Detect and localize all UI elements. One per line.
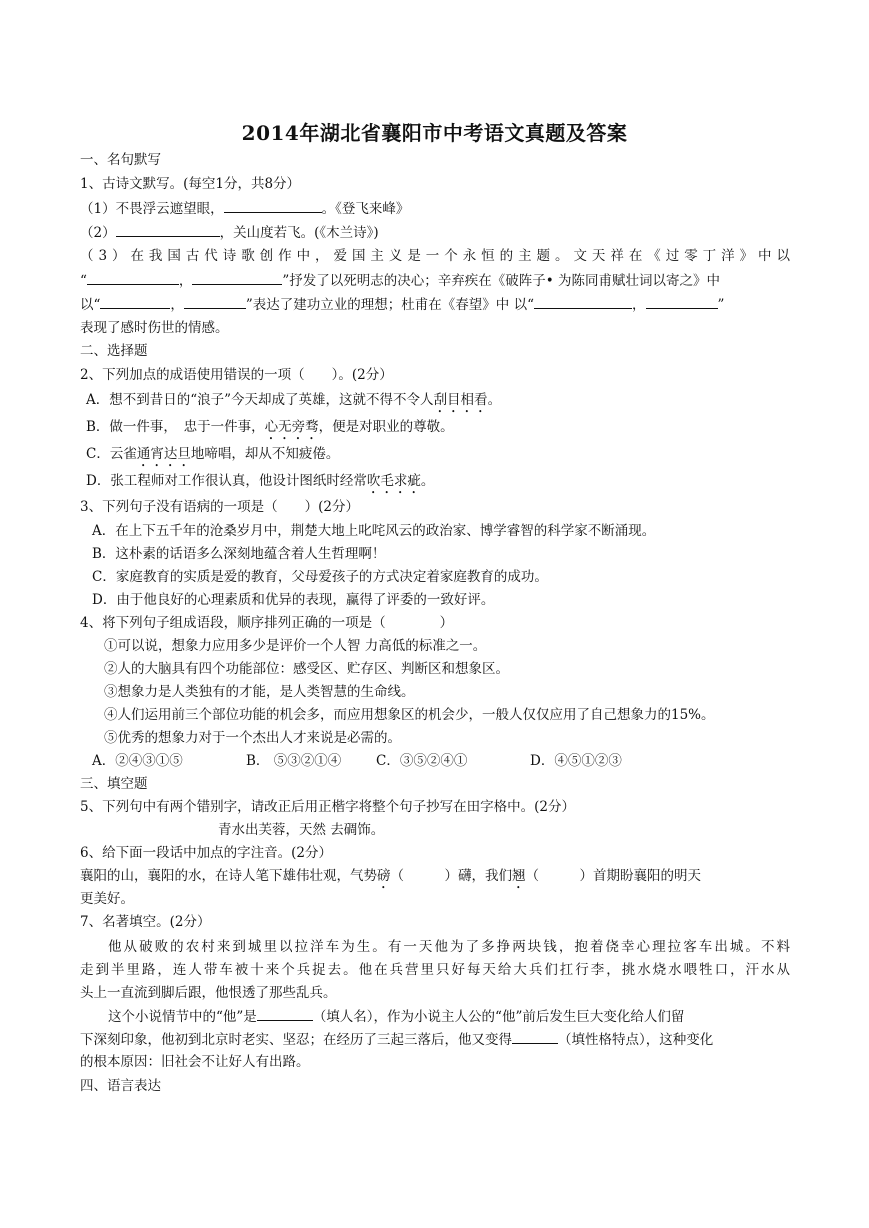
text: 。《登飞来峰》 (321, 201, 410, 217)
question-7-para-2-line-3: 的根本原因：旧社会不让好人有出路。 (80, 1054, 310, 1070)
answer-blank[interactable] (192, 270, 282, 285)
text: “ (80, 273, 87, 289)
question-1-line-3: （3）在我国古代诗歌创作中，爱国主义是一个永恒的主题。文天祥在《过零丁洋》中以 (80, 248, 790, 264)
question-6-prompt: 6、给下面一段话中加点的字注音。(2分） (80, 845, 332, 861)
section-heading-4: 四、语言表达 (80, 1078, 161, 1094)
dotted-char: 磅 (377, 868, 391, 884)
text: （填人名），作为小说主人公的“他”前后发生巨大变化给人们留 (312, 1009, 685, 1025)
dotted-idiom: 通宵达旦 (136, 446, 191, 462)
answer-blank[interactable] (257, 1006, 313, 1021)
text: （2） (80, 225, 116, 241)
section-heading-1: 一、名句默写 (80, 152, 161, 168)
question-7-para-1-line-2: 走到半里路，连人带车被十来个兵捉去。他在兵营里只好每天给大兵们扛行李，挑水烧水喂牲口，汗水从 (80, 962, 790, 978)
text: ”抒发了以死明志的决心；辛弃疾在《破阵子• 为陈同甫赋壮词以寄之》中 (282, 273, 721, 289)
question-1-line-1 (80, 198, 409, 218)
answer-blank[interactable] (87, 270, 179, 285)
question-3-option-a: A．在上下五千年的沧桑岁月中，荆楚大地上叱咤风云的政治家、博学睿智的科学家不断涌现。 (92, 523, 656, 539)
text: ”表达了建功立业的理想；杜甫在《春望》中 以“ (245, 297, 535, 313)
question-4-sentence-5: ⑤优秀的想象力对于一个杰出人才来说是必需的。 (104, 730, 401, 746)
question-2-option-a (86, 390, 501, 410)
dotted-idiom: 心无旁骛 (264, 419, 319, 435)
text: ，便是对职业的尊敬。 (318, 419, 454, 435)
question-1-prompt: 1、古诗文默写。(每空1分，共8分） (80, 176, 301, 192)
question-2-option-b (86, 417, 454, 437)
section-heading-2: 二、选择题 (80, 343, 148, 359)
text: B．做一件事， 忠于一件事， (86, 419, 265, 435)
text: ，关山度若飞。(《木兰诗》) (219, 225, 379, 241)
question-4-prompt: 4、将下列句子组成语段，顺序排列正确的一项是（ ） (80, 615, 454, 631)
answer-blank[interactable] (100, 294, 170, 309)
question-2-option-c (86, 444, 339, 464)
question-7-para-2-line-1 (108, 1006, 792, 1026)
answer-blank[interactable] (116, 222, 220, 237)
text: ， (170, 297, 184, 313)
dotted-idiom: 吹毛求疵 (366, 473, 421, 489)
text: （填性格特点），这种变化 (558, 1032, 714, 1048)
text: 。 (420, 473, 435, 489)
question-2-prompt: 2、下列加点的成语使用错误的一项（ ）。(2分） (80, 367, 393, 383)
text: （ ）首期盼襄阳的明天 (525, 868, 701, 884)
question-4-sentence-1: ①可以说，想象力应用多少是评价一个人智 力高低的标准之一。 (104, 638, 487, 654)
question-4-option-c: C．③⑤②④① (376, 753, 468, 769)
question-7-prompt: 7、名著填空。(2分） (80, 914, 211, 930)
question-3-prompt: 3、下列句子没有语病的一项是（ ）(2分） (80, 499, 359, 515)
text: C．云雀 (86, 446, 137, 462)
text: 这个小说情节中的“他”是 (108, 1009, 257, 1025)
question-3-option-b: B．这朴素的话语多么深刻地蕴含着人生哲理啊！ (92, 546, 386, 562)
question-4-sentence-2: ②人的大脑具有四个功能部位：感受区、贮存区、判断区和想象区。 (104, 661, 509, 677)
dotted-char: 翘 (512, 868, 526, 884)
question-3-option-c: C．家庭教育的实质是爱的教育，父母爱孩子的方式决定着家庭教育的成功。 (92, 569, 548, 585)
question-5-prompt: 5、下列句中有两个错别字，请改正后用正楷字将整个句子抄写在田字格中。(2分） (80, 799, 575, 815)
question-4-sentence-3: ③想象力是人类独有的才能，是人类智慧的生命线。 (104, 684, 415, 700)
answer-blank[interactable] (512, 1029, 558, 1044)
text: 以“ (80, 297, 101, 313)
question-5-sentence: 青水出芙蓉，天然 去碉饰。 (218, 822, 385, 838)
dotted-idiom: 刮目相看 (433, 392, 488, 408)
question-4-sentence-4: ④人们运用前三个部位功能的机会多，而应用想象区的机会少，一般人仅仅应用了自己想象力的15%。 (104, 707, 715, 723)
text: 地啼唱，却从不知疲倦。 (190, 446, 340, 462)
text: 襄阳的山，襄阳的水，在诗人笔下雄伟壮观，气势 (80, 868, 377, 884)
text: ， (632, 297, 646, 313)
answer-blank[interactable] (646, 294, 718, 309)
section-heading-3: 三、填空题 (80, 776, 148, 792)
question-1-line-4 (80, 270, 792, 290)
question-4-option-d: D．④⑤①②③ (530, 753, 622, 769)
question-7-para-2-line-2 (80, 1029, 792, 1049)
answer-blank[interactable] (224, 198, 322, 213)
question-1-line-6: 表现了感时伤世的情感。 (80, 320, 229, 336)
page-title: 2014年湖北省襄阳市中考语文真题及答案 (241, 121, 628, 145)
question-6-line-1 (80, 866, 701, 886)
question-4-option-a: A．②④③①⑤ (92, 753, 183, 769)
question-4-option-b: B． ⑤③②①④ (246, 753, 342, 769)
text: 下深刻印象，他初到北京时老实、坚忍；在经历了三起三落后，他又变得 (80, 1032, 512, 1048)
question-7-para-1-line-1: 他从破败的农村来到城里以拉洋车为生。有一天他为了多挣两块钱，抱着侥幸心理拉客车出城。不料 (108, 939, 790, 955)
text: ” (717, 297, 725, 313)
text: ， (178, 273, 193, 289)
question-7-para-1-line-3: 头上一直流到脚后跟，他恨透了那些乱兵。 (80, 985, 337, 1001)
text: D．张工程师对工作很认真，他设计图纸时经常 (86, 473, 367, 489)
text: （ ）礴，我们 (390, 868, 512, 884)
question-1-line-5 (80, 294, 792, 314)
question-2-option-d (86, 471, 434, 491)
question-3-option-d: D．由于他良好的心理素质和优异的表现，赢得了评委的一致好评。 (92, 592, 495, 608)
question-6-line-2: 更美好。 (80, 891, 134, 907)
question-1-line-2 (80, 222, 379, 242)
answer-blank[interactable] (534, 294, 632, 309)
text: （1）不畏浮云遮望眼， (80, 201, 224, 217)
text: A．想不到昔日的“浪子”今天却成了英雄，这就不得不令人 (86, 392, 434, 408)
answer-blank[interactable] (184, 294, 246, 309)
text: 。 (487, 392, 502, 408)
